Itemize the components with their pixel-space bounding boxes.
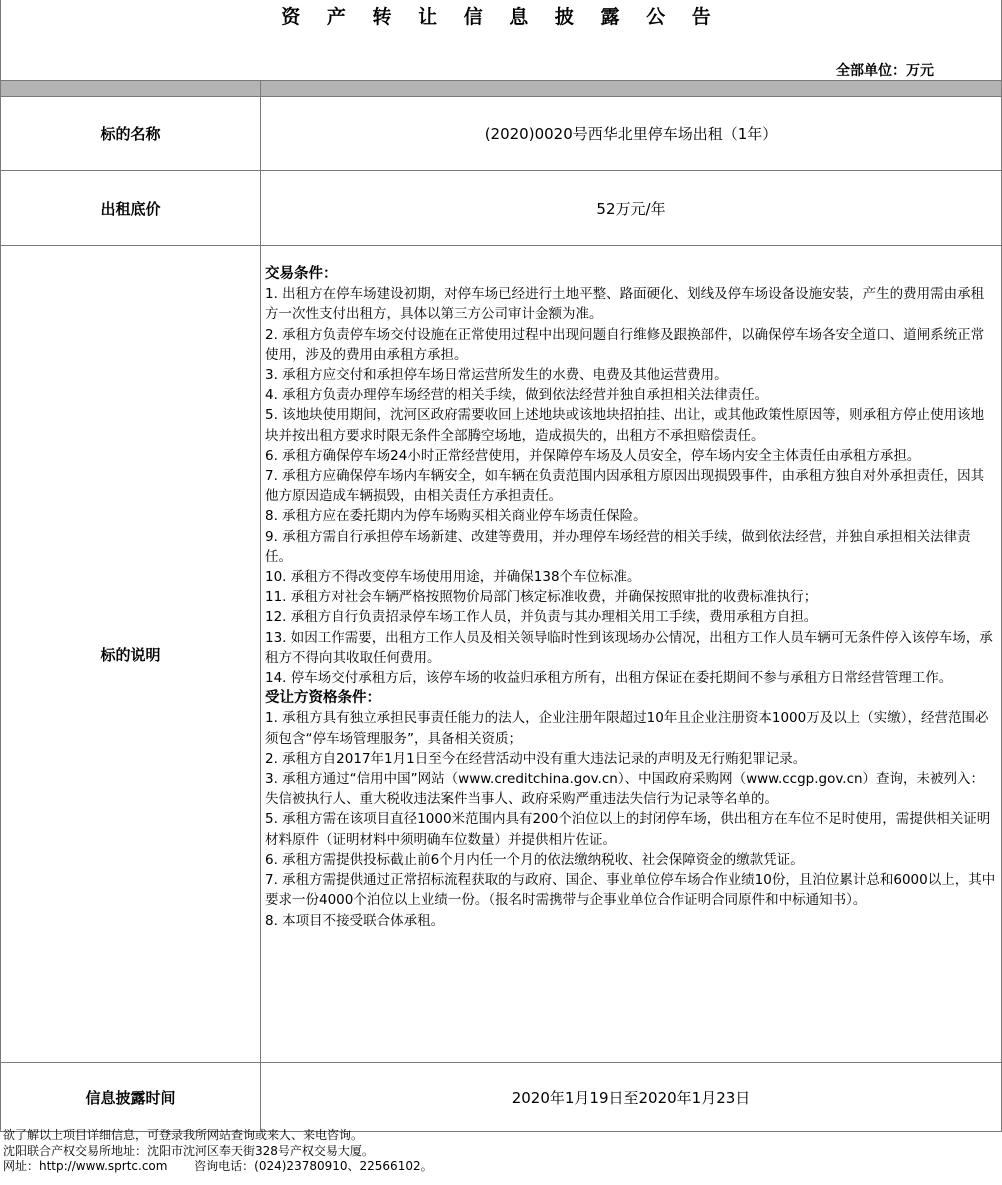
trade-condition-item: 8. 承租方应在委托期内为停车场购买相关商业停车场责任保险。	[265, 508, 647, 525]
qualification-item: 5. 承租方需在该项目直径1000米范围内具有200个泊位以上的封闭停车场，供出租方在车位不足时使用，需提供相关证明材料原件（证明材料中须明确车位数量）并提供相片佐证。	[265, 811, 991, 848]
table-header-bar	[1, 81, 1002, 97]
trade-condition-item: 4. 承租方负责办理停车场经营的相关手续，做到依法经营并独自承担相关法律责任。	[265, 387, 769, 404]
asset-name-value: (2020)0020号西华北里停车场出租（1年）	[261, 97, 1002, 171]
row-asset-name	[1, 97, 1002, 171]
trade-condition-item: 5. 该地块使用期间，沈河区政府需要收回上述地块或该地块招拍挂、出让，或其他政策性原因等，则承租方停止使用该地块并按出租方要求时限无条件全部腾空场地，造成损失的，出租方不承担赔偿责任。	[265, 407, 985, 444]
trade-condition-item: 1. 出租方在停车场建设初期，对停车场已经进行土地平整、路面硬化、划线及停车场设备设施安装，产生的费用需由承租方一次性支付出租方，具体以第三方公司审计金额为准。	[265, 286, 985, 323]
qualification-item: 3. 承租方通过“信用中国”网站（www.creditchina.gov.cn）、中国政府采购网（www.ccgp.gov.cn）查询，未被列入：失信被执行人、重大税收违法案件当事人、政府采购严重违法失信行为记录等名单的。	[265, 771, 985, 808]
row-reserve-price	[1, 171, 1002, 246]
row-asset-description	[1, 246, 1002, 1063]
trade-condition-item: 7. 承租方应确保停车场内车辆安全，如车辆在负责范围内因承租方原因出现损毁事件，由承租方独自对外承担责任，因其他方原因造成车辆损毁，由相关责任方承担责任。	[265, 468, 985, 505]
trade-condition-item: 12. 承租方自行负责招录停车场工作人员，并负责与其办理相关用工手续，费用承租方自担。	[265, 609, 818, 626]
reserve-price-label: 出租底价	[1, 171, 261, 246]
trade-condition-item: 13. 如因工作需要，出租方工作人员及相关领导临时性到该现场办公情况，出租方工作人员车辆可无条件停入该停车场，承租方不得向其收取任何费用。	[265, 629, 993, 666]
asset-description-label: 标的说明	[1, 246, 261, 1063]
trade-condition-item: 14. 停车场交付承租方后，该停车场的收益归承租方所有，出租方保证在委托期间不参与承租方日常经营管理工作。	[265, 670, 953, 687]
footer-line-website-phone: 网址：http://www.sprtc.com 咨询电话：(024)23780910、22566102。	[3, 1159, 433, 1173]
asset-description-content	[261, 246, 1002, 1063]
trade-condition-item: 11. 承租方对社会车辆严格按照物价局部门核定标准收费，并确保按照审批的收费标准执行；	[265, 589, 818, 606]
trade-conditions-heading: 交易条件：	[265, 266, 338, 282]
trade-condition-item: 2. 承租方负责停车场交付设施在正常使用过程中出现问题自行维修及跟换部件，以确保停车场各安全道口、道闸系统正常使用，涉及的费用由承租方承担。	[265, 326, 985, 363]
trade-condition-item: 6. 承租方确保停车场24小时正常经营使用，并保障停车场及人员安全，停车场内安全主体责任由承租方承担。	[265, 447, 921, 464]
qualification-item: 1. 承租方具有独立承担民事责任能力的法人，企业注册年限超过10年且企业注册资本1000万及以上（实缴），经营范围必须包含“停车场管理服务”，具备相关资质；	[265, 710, 989, 747]
footer-line-inquiry: 欲了解以上项目详细信息，可登录我所网站查询或来人、来电咨询。	[3, 1128, 364, 1142]
qualification-heading: 受让方资格条件：	[265, 690, 381, 707]
qualification-item: 2. 承租方自2017年1月1日至今在经营活动中没有重大违法记录的声明及无行贿犯罪记录。	[265, 750, 807, 767]
qualification-item: 6. 承租方需提供投标截止前6个月内任一个月的依法缴纳税收、社会保障资金的缴款凭证。	[265, 851, 804, 868]
trade-condition-item: 9. 承租方需自行承担停车场新建、改建等费用，并办理停车场经营的相关手续，做到依法经营，并独自承担相关法律责任。	[265, 528, 971, 565]
page-title: 资 产 转 让 信 息 披 露 公 告	[281, 6, 721, 28]
header-bar-right	[261, 81, 1002, 97]
qualification-item: 8. 本项目不接受联合体承租。	[265, 912, 445, 929]
asset-name-label: 标的名称	[1, 97, 261, 171]
row-disclosure-period	[1, 1063, 1002, 1132]
footer-contact	[3, 1128, 433, 1175]
reserve-price-value: 52万元/年	[261, 171, 1002, 246]
unit-note: 全部单位：万元	[836, 63, 934, 79]
disclosure-table	[0, 80, 1002, 1132]
trade-condition-item: 3. 承租方应交付和承担停车场日常运营所发生的水费、电费及其他运营费用。	[265, 367, 728, 384]
header-bar-left	[1, 81, 261, 97]
disclosure-period-label: 信息披露时间	[1, 1063, 261, 1132]
disclosure-period-value: 2020年1月19日至2020年1月23日	[261, 1063, 1002, 1132]
trade-condition-item: 10. 承租方不得改变停车场使用用途，并确保138个车位标准。	[265, 569, 641, 586]
footer-line-address: 沈阳联合产权交易所地址：沈阳市沈河区奉天街328号产权交易大厦。	[3, 1143, 374, 1158]
qualification-item: 7. 承租方需提供通过正常招标流程获取的与政府、国企、事业单位停车场合作业绩10份，且泊位累计总和6000以上，其中要求一份4000个泊位以上业绩一份。（报名时需携带与企事业单位合作证明合同原件和中标通知书）。	[265, 872, 996, 909]
